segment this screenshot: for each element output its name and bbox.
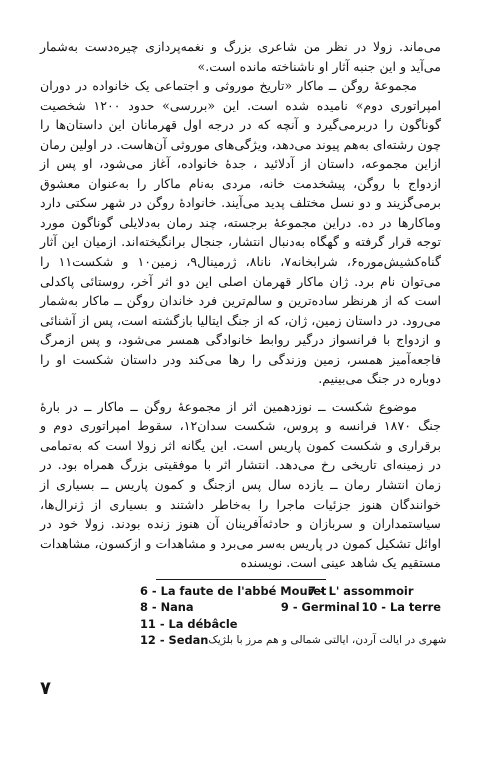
- footnote-row: [140, 583, 441, 600]
- footnote-12-note: شهری در ایالت آردن، ایالتی شمالی و هم مرز با بلژیک: [208, 634, 447, 647]
- footnote-row: [140, 616, 441, 633]
- paragraph-3: موضوع شکست ــ نوزدهمین اثر از مجموعهٔ روگن ــ ماکار ــ در بارهٔ جنگ ۱۸۷۰ فرانسه و پروس، شکست سدان۱۲، سقوط امپراتوری دوم و برقراری و شکست کمون پاریس است. این یگانه اثر زولا است که به‌تمامی در زمینه‌ای تاریخی رخ می‌دهد. انتشار اثر با موفقیتی بزرگ همراه بود. در زمان انتشار رمان ــ یازده سال پس ازجنگ و کمون پاریس ــ بسیاری از خوانندگان هنوز جزئیات ماجرا را به‌خاطر داشتند و بسیاری از ژنرال‌ها، سیاستمداران و سربازان و حادثه‌آفرینان آن هنوز زنده بودند. زولا خود در اوائل تشکیل کمون در پاریس به‌سر می‌برد و مشاهدات و ازکسون، مشاهدات مستقیم یک شاهد عینی است. نویسنده: [40, 398, 441, 571]
- footnote-12: 12 - Sedan: [140, 633, 209, 648]
- footnote-10: 10 - La terre: [361, 600, 441, 615]
- body-text: [40, 37, 441, 573]
- page-number: ۷: [40, 678, 51, 699]
- footnote-11: 11 - La débâcle: [140, 616, 238, 631]
- footnote-row: [140, 632, 447, 649]
- paragraph-2: مجموعهٔ روگن ــ ماکار «تاریخ موروثی و اجتماعی یک خانواده در دوران امپراتوری دوم» نامیده شده است. این «بررسی» حدود ۱۲۰۰ شخصیت گوناگون را دربرمی‌گیرد و آنچه که در درجه اول قهرمانان این داستان‌ها را چون رشته‌ای به‌هم پیوند می‌دهد، ویژگی‌های موروثی آن‌هاست. در اولین رمان ازاین مجموعه، داستان از آدلائید ، جدهٔ خانواده، آغاز می‌شود، او پس از ازدواج با روگن، پیشخدمت خانه، مردی به‌نام ماکار را به‌عنوان معشوق برمی‌گزیند و دو نسل مختلف پدید می‌آیند. خانوادهٔ روگن در شهر سکتی دارد وماکارها در ده. دراین مجموعهٔ برجسته، چند رمان به‌دلایلی گوناگون مورد توجه قرار گرفته و گهگاه به‌دنبال انتشار، جنجال برانگیخته‌اند. ازمیان این آثار گناه‌کشیش‌موره۶، شرابخانه۷، نانا۸، ژرمینال۹، زمین۱۰ و شکست۱۱ را می‌توان نام برد. ژان ماکار قهرمان اصلی این دو اثر آخر، روستائی پاکدلی است که از هرنظر ساده‌ترین و سالم‌ترین فرد خاندان روگن ــ ماکار به‌شمار می‌رود. در داستان زمین، ژان، که از جنگ ایتالیا بازگشته است، پس از آشنائی و ازدواج با فرانسواز درگیر روابط خانوادگی همسر می‌شود، و پس ازمرگ فاجعه‌آمیز همسر، زمین وزندگی را رها می‌کند ودر داستان شکست او را دوباره در جنگ می‌بینیم.: [40, 78, 441, 387]
- footnote-7: 7 - L' assommoir: [308, 583, 414, 598]
- footnote-9: 9 - Germinal: [280, 600, 360, 615]
- footnote-8: 8 - Nana: [140, 600, 194, 615]
- footnote-row: [140, 599, 441, 616]
- footnote-divider: [156, 579, 326, 580]
- footnotes: [40, 583, 447, 649]
- footnote-6: 6 - La faute de l'abbé Mouret: [140, 583, 327, 598]
- paragraph-1: می‌ماند. زولا در نظر من شاعری بزرگ و نغمه‌پردازی چیره‌دست به‌شمار می‌آید و این جنبه آثار او ناشناخته مانده است.»: [40, 39, 441, 74]
